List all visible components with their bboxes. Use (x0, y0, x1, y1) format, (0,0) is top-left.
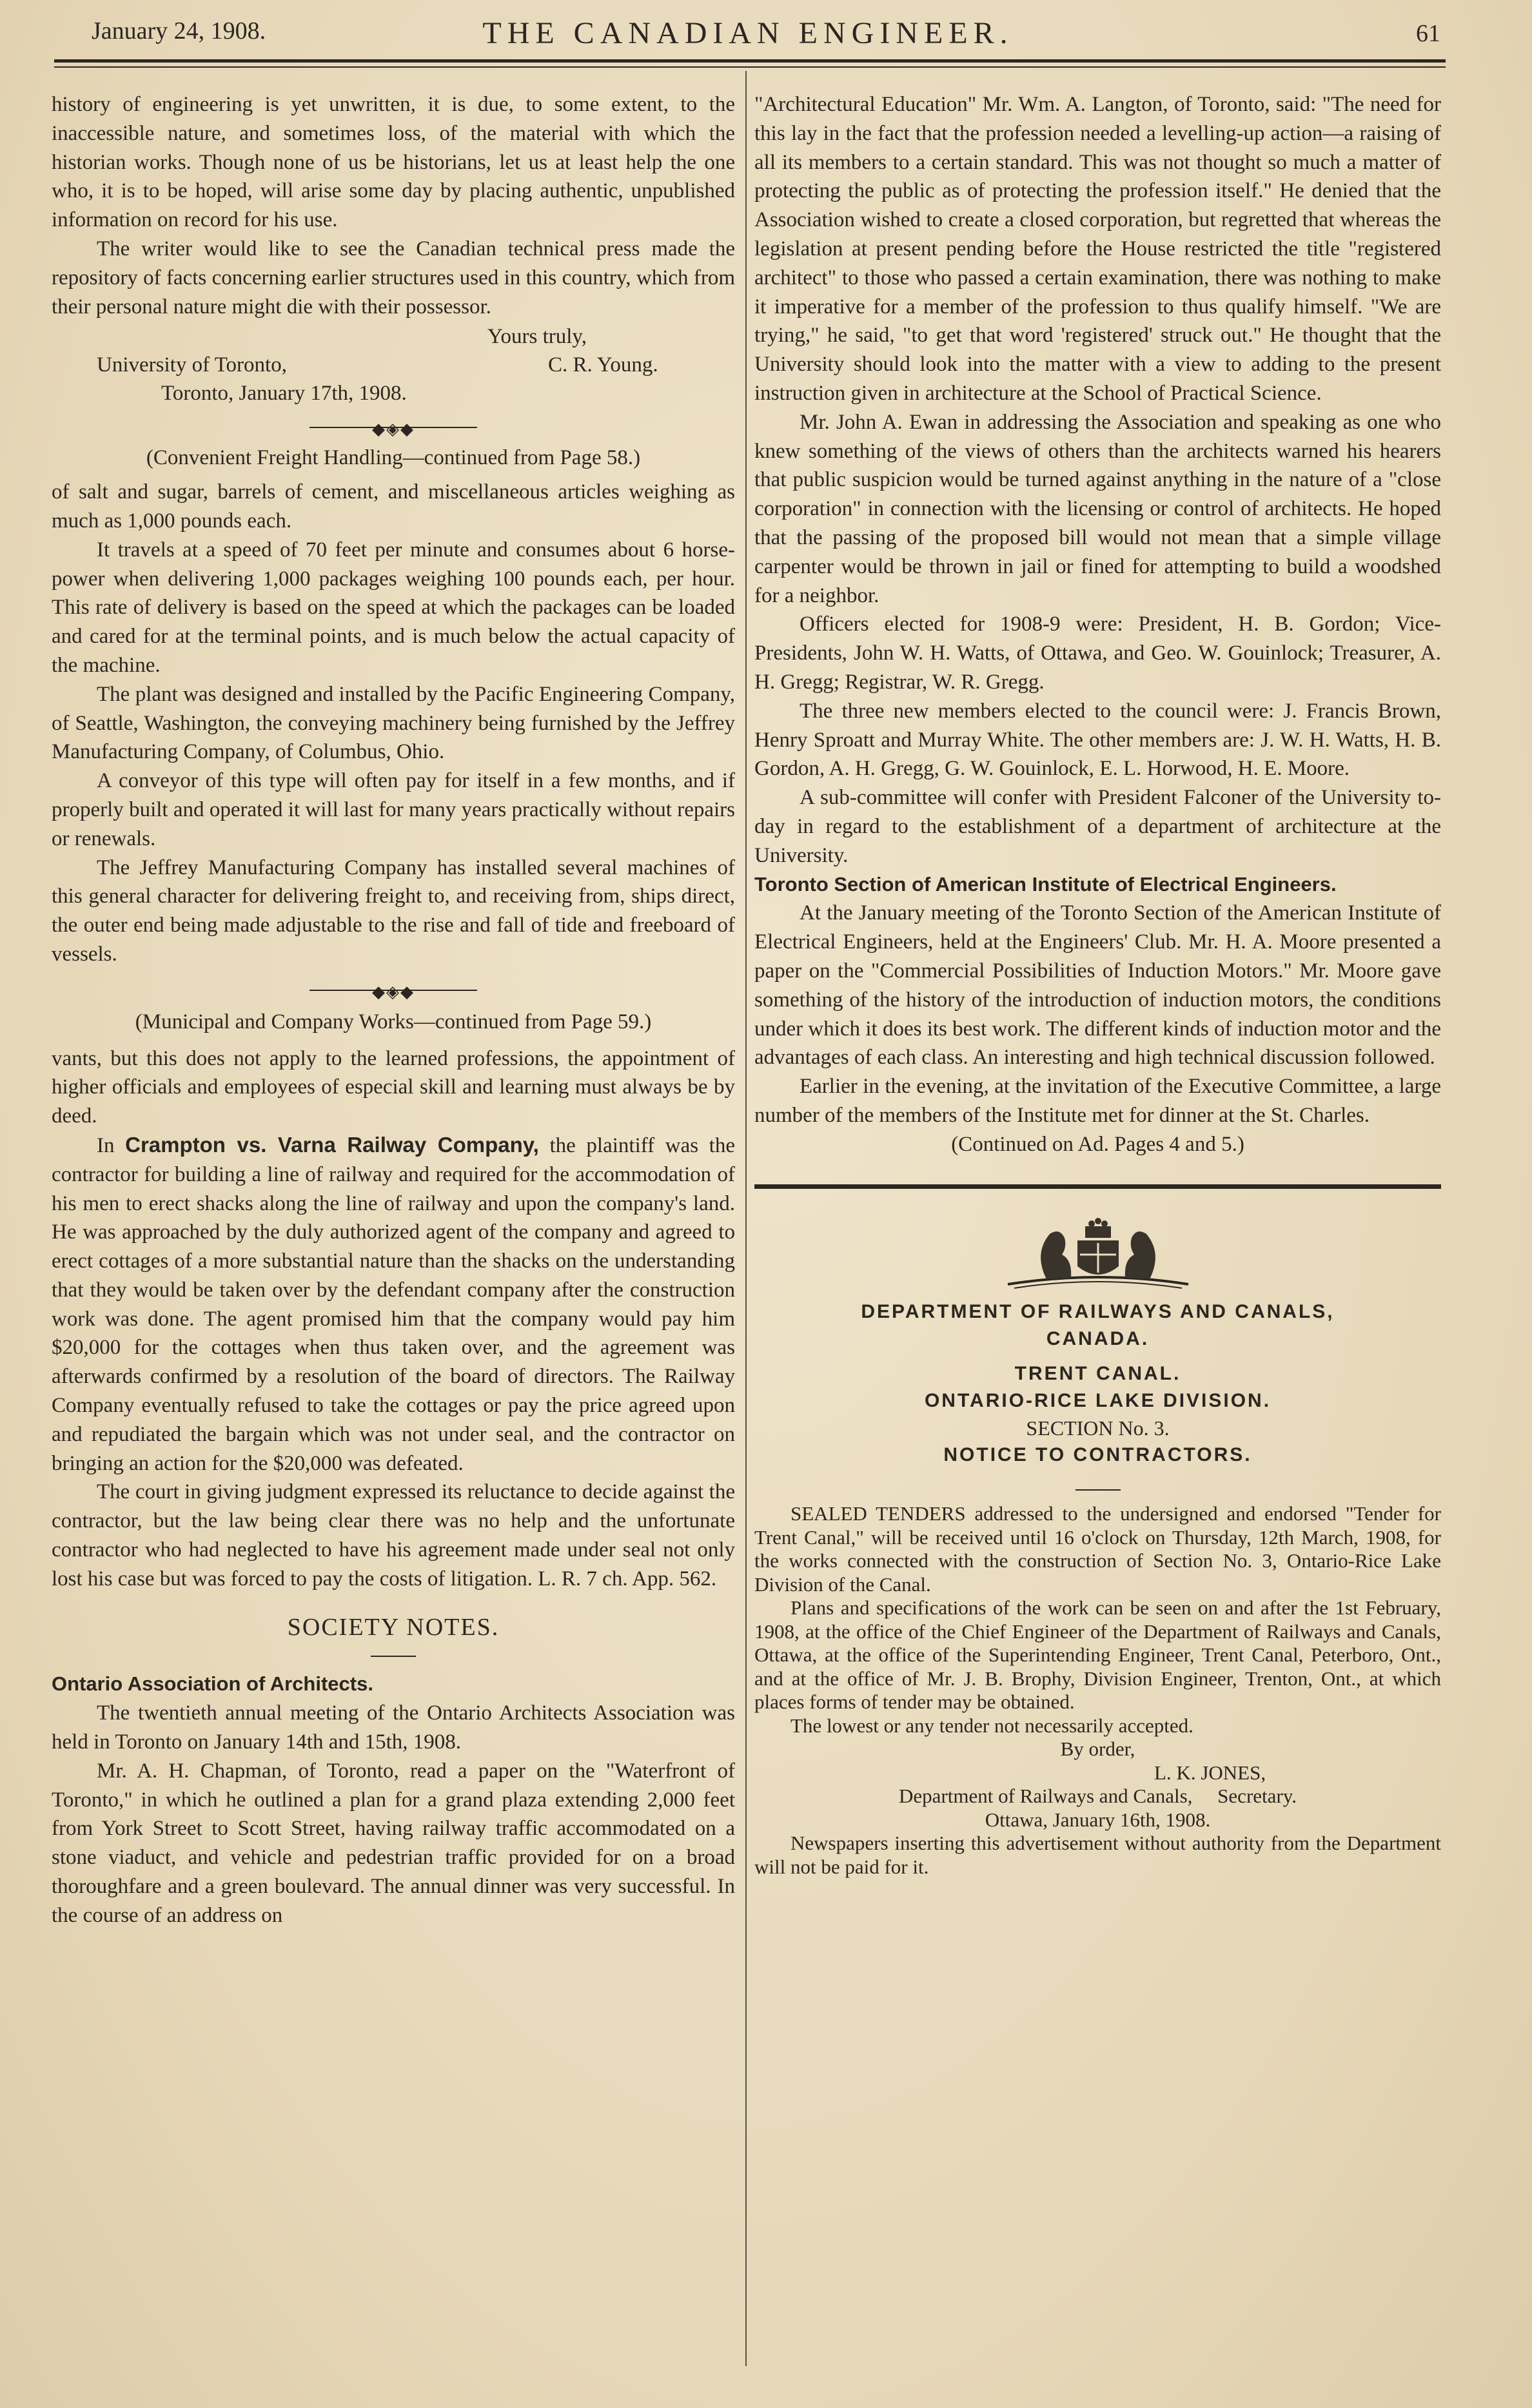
ad-signer: L. K. JONES, (1154, 1761, 1266, 1784)
column-divider (745, 71, 747, 2366)
ad-by-order: By order, (1060, 1737, 1135, 1761)
ad-department: DEPARTMENT OF RAILWAYS AND CANALS, CANADA. (861, 1301, 1335, 1350)
issue-date: January 24, 1908. (92, 17, 266, 44)
article-paragraph: vants, but this does not apply to the learned professions, the appointment of higher officials and employees of especial skill and learning must always be by deed. (52, 1046, 735, 1128)
ad-paragraph: Newspapers inserting this advertisement without authority from the Department will not be paid for it. (754, 1832, 1441, 1878)
article-paragraph: A conveyor of this type will often pay for itself in a few months, and if properly built and operated it will last for many years practically without repairs or renewals. (52, 769, 735, 850)
ad-section: SECTION No. 3. (1026, 1416, 1170, 1440)
ad-place-date: Ottawa, January 16th, 1908. (985, 1808, 1211, 1831)
right-column (754, 90, 1441, 1879)
article-paragraph: Earlier in the evening, at the invitation of the Executive Committee, a large number of the members of the Institute met for dinner at the St. Charles. (754, 1075, 1441, 1127)
ad-signer-title: Department of Railways and Canals, Secretary. (899, 1785, 1297, 1808)
ad-rule (1075, 1489, 1121, 1491)
letter-signoff (52, 321, 735, 407)
section-ornament: ◆◈◆ (52, 414, 735, 440)
yours-truly: Yours truly, (487, 325, 587, 349)
article-paragraph: Officers elected for 1908-9 were: President, H. B. Gordon; Vice-Presidents, John W. H. Watts, of Ottawa, and Geo. W. Gouinlock; Treasurer, A. H. Gregg; Registrar, W. R. Gregg. (754, 612, 1441, 694)
section-ornament: ◆◈◆ (52, 977, 735, 1003)
aiee-heading: Toronto Section of American Institute of Electrical Engineers. (754, 872, 1337, 896)
ad-notice-title: NOTICE TO CONTRACTORS. (943, 1444, 1252, 1466)
article-paragraph: The court in giving judgment expressed its reluctance to decide against the contractor, but the law being clear there was no help and the unfortunate contractor who had neglected to have his agreement made under seal not only lost his case but was forced to pay the costs of litigation. L. R. 7 ch. App. 562. (52, 1480, 735, 1591)
advertisement-body (754, 1502, 1441, 1879)
letter-paragraph: history of engineering is yet unwritten, it is due, to some extent, to the inaccessible nature, and sometimes loss, of the material with which the historian works. Though none of us be historians, let us at least help the one who, it is to be hoped, will arise some day by placing authentic, unpublished information on record for his use. (52, 93, 735, 232)
continuation-note: (Continued on Ad. Pages 4 and 5.) (951, 1132, 1244, 1156)
ad-paragraph: Plans and specifications of the work can be seen on and after the 1st February, 1908, at the office of the Chief Engineer of the Department of Railways and Canals, Ottawa, at the office of the Superintending Engineer, Trent Canal, Peterboro, Ont., and at the office of Mr. J. B. Brophy, Division Engineer, Trenton, Ont., at which places forms of tender may be obtained. (754, 1596, 1441, 1714)
advertisement-rule (754, 1184, 1441, 1189)
article-paragraph: The twentieth annual meeting of the Ontario Architects Association was held in Toronto on January 14th and 15th, 1908. (52, 1701, 735, 1754)
oaa-heading: Ontario Association of Architects. (52, 1672, 373, 1696)
article-paragraph: of salt and sugar, barrels of cement, and miscellaneous articles weighing as much as 1,000 pounds each. (52, 480, 735, 533)
signer-name: C. R. Young. (548, 353, 658, 377)
ad-canal: TRENT CANAL. (1014, 1363, 1181, 1385)
article-paragraph: Mr. A. H. Chapman, of Toronto, read a paper on the "Waterfront of Toronto," in which he outlined a plan for a grand plaza extending 2,000 feet from York Street to Scott Street, having railway traffic accommodated on a stone viaduct, and vehicle and pedestrian traffic provided for on a broad thoroughfare and a green boulevard. The annual dinner was very successful. In the course of an address on (52, 1759, 735, 1927)
article-paragraph: The three new members elected to the council were: J. Francis Brown, Henry Sproatt and Murray White. The other members are: J. W. H. Watts, H. B. Gordon, A. H. Gregg, G. W. Gouinlock, E. L. Horwood, H. E. Moore. (754, 699, 1441, 781)
ad-paragraph: SEALED TENDERS addressed to the undersigned and endorsed "Tender for Trent Canal," will be received until 16 o'clock on Thursday, 12th March, 1908, for the works connected with the construction of Section No. 3, Ontario-Rice Lake Division of the Canal. (754, 1502, 1441, 1596)
publication-title: THE CANADIAN ENGINEER. (482, 16, 1014, 50)
continuation-note: (Convenient Freight Handling—continued from Page 58.) (146, 446, 641, 470)
case-paragraph: In Crampton vs. Varna Railway Company, the plaintiff was the contractor for building a line of railway and required for the accommodation of his men to erect shacks along the line of railway and upon the company's land. He was approached by the duly authorized agent of the company and agreed to erect cottages of a more substantial nature than the shacks on the understanding that they would be taken over by the defendant company after the construction work was done. The agent promised him that the company would pay him $20,000 for the cottages when thus taken over, and the agreement was afterwards confirmed by a resolution of the board of directors. The Railway Company eventually refused to take the cottages or pay the price agreed upon and repudiated the bargain which was not under seal, and the contractor on bringing an action for the $20,000 was defeated. (52, 1132, 736, 1475)
article-paragraph: A sub-committee will confer with President Falconer of the University to-day in regard to the establishment of a department of architecture at the University. (754, 786, 1441, 867)
header-rule (54, 59, 1446, 63)
letter-place-date: Toronto, January 17th, 1908. (161, 382, 407, 406)
coat-of-arms-icon (754, 1208, 1441, 1298)
signer-affiliation: University of Toronto, (97, 353, 287, 377)
ad-paragraph: The lowest or any tender not necessarily accepted. (791, 1714, 1193, 1737)
page-header (52, 12, 1444, 50)
header-rule-thin (54, 66, 1446, 68)
left-column (52, 90, 735, 1930)
letter-paragraph: The writer would like to see the Canadian technical press made the repository of facts concerning earlier structures used in this country, which from their personal nature might die with their possessor. (52, 237, 735, 318)
page-number: 61 (1416, 20, 1440, 47)
article-paragraph: "Architectural Education" Mr. Wm. A. Langton, of Toronto, said: "The need for this lay in the fact that the profession needed a levelling-up action—a raising of all its members to a certain standard. This was not thought so much a matter of protecting the public as of protecting the profession itself." He denied that the Association wished to create a closed corporation, but regretted that whereas the legislation at present pending before the House restricted the title "registered architect" to those who passed a certain examination, there was nothing to make it imperative for a member of the profession to thus qualify himself. "We are trying," he said, "to get that word 'registered' struck out." He thought that the University should look into the matter with a view to adding to the present instruction given in architecture at the School of Practical Science. (754, 93, 1441, 405)
heading-rule (371, 1656, 416, 1657)
society-notes-heading: SOCIETY NOTES. (287, 1613, 500, 1641)
continuation-note: (Municipal and Company Works—continued from Page 59.) (135, 1010, 652, 1033)
article-paragraph: At the January meeting of the Toronto Section of the American Institute of Electrical Engineers, held at the Engineers' Club. Mr. H. A. Moore presented a paper on the "Commercial Possibilities of Induction Motors." Mr. Moore gave something of the history of the introduction of induction motors, the conditions under which it does its best work. The different kinds of induction motor and the advantages of each class. An interesting and high technical discussion followed. (754, 901, 1441, 1070)
case-name: Crampton vs. Varna Railway Company, (125, 1132, 539, 1157)
article-paragraph: It travels at a speed of 70 feet per minute and consumes about 6 horse-power when delivering 1,000 packages weighing 100 pounds each, per hour. This rate of delivery is based on the speed at which the packages can be loaded and cared for at the terminal points, and is much below the actual capacity of the machine. (52, 538, 735, 677)
article-paragraph: Mr. John A. Ewan in addressing the Association and speaking as one who knew something of the views of others than the architects warned his hearers that public suspicion would be turned against anything in the nature of a "close corporation" in connection with the licensing or control of architects. He hoped that the passing of the proposed bill would not mean that a simple village carpenter would be thrown in jail or fined for attempting to build a woodshed for a neighbor. (754, 410, 1441, 607)
article-paragraph: The Jeffrey Manufacturing Company has installed several machines of this general character for delivering freight to, and receiving from, ships direct, the outer end being made adjustable to the rise and fall of tide and freeboard of vessels. (52, 856, 735, 966)
article-paragraph: The plant was designed and installed by the Pacific Engineering Company, of Seattle, Washington, the conveying machinery being furnished by the Jeffrey Manufacturing Company, of Columbus, Ohio. (52, 682, 735, 764)
ad-division: ONTARIO-RICE LAKE DIVISION. (924, 1390, 1272, 1412)
